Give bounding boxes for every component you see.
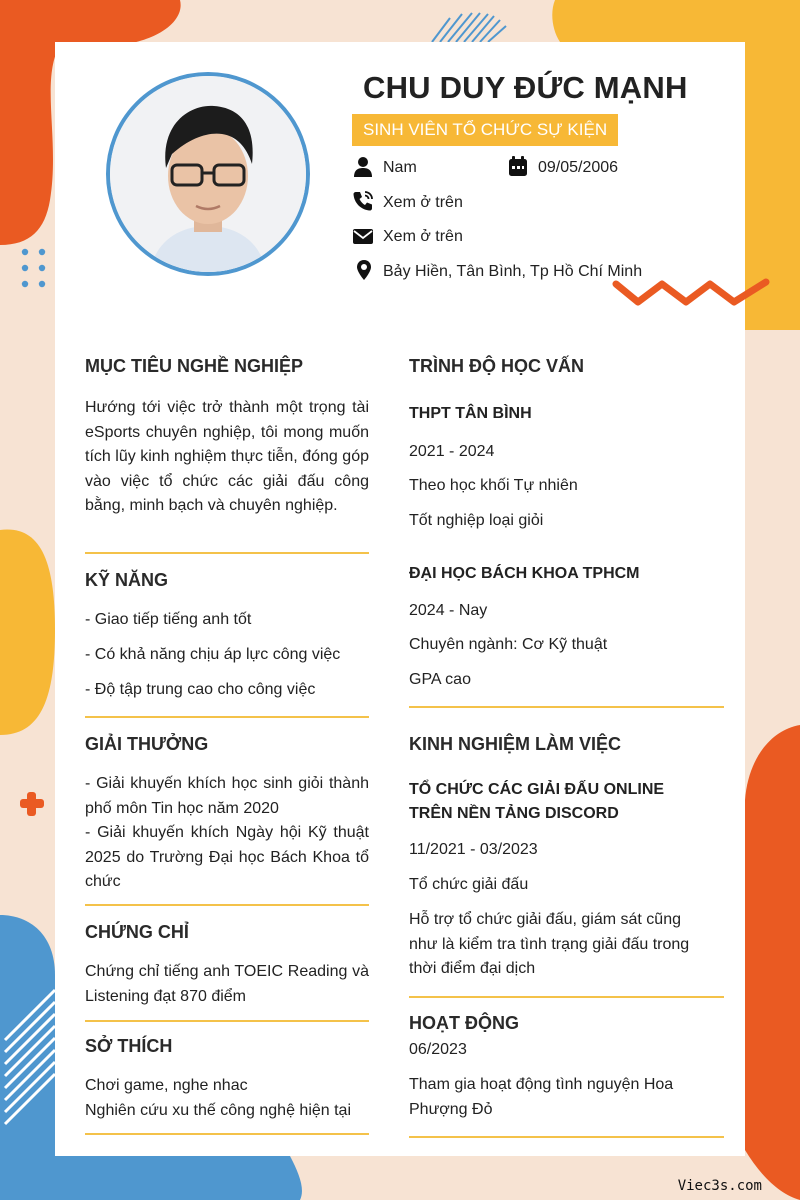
certificates-heading: CHỨNG CHỈ <box>85 922 189 942</box>
section-divider <box>85 716 369 718</box>
section-divider <box>85 552 369 554</box>
skill-item: - Độ tập trung cao cho công việc <box>85 681 316 698</box>
zigzag-decoration <box>612 276 772 310</box>
hobbies-heading: SỞ THÍCH <box>85 1036 173 1056</box>
award-item: - Giải khuyến khích Ngày hội Kỹ thuật 2025 do Trường Đại học Bách Khoa tổ chức <box>85 824 369 890</box>
certificate-text: Chứng chỉ tiếng anh TOEIC Reading và Listening đạt 870 điểm <box>85 963 369 1005</box>
education-heading: TRÌNH ĐỘ HỌC VẤN <box>409 356 584 376</box>
location-pin-icon <box>353 259 375 281</box>
gender-value: Nam <box>383 159 417 176</box>
experience-position: Tổ chức giải đấu <box>409 876 529 893</box>
calendar-icon <box>507 155 529 177</box>
person-icon <box>352 156 374 178</box>
full-name: CHU DUY ĐỨC MẠNH <box>363 70 688 105</box>
activity-period: 06/2023 <box>409 1041 467 1058</box>
education-period: 2021 - 2024 <box>409 443 495 460</box>
education-detail: Tốt nghiệp loại giỏi <box>409 512 544 529</box>
skill-item: - Có khả năng chịu áp lực công việc <box>85 646 341 663</box>
section-divider <box>85 1020 369 1022</box>
watermark-text: Viec3s.com <box>677 1178 762 1194</box>
skills-heading: KỸ NĂNG <box>85 570 169 590</box>
activities-heading: HOẠT ĐỘNG <box>409 1013 519 1033</box>
mail-icon <box>352 225 374 247</box>
experience-description: Hỗ trợ tổ chức giải đấu, giám sát cũng như là kiểm tra tình trạng giải đấu trong thời điểm đại dịch <box>409 911 690 977</box>
school-name: THPT TÂN BÌNH <box>409 405 532 422</box>
experience-job-title: TỔ CHỨC CÁC GIẢI ĐẤU ONLINE TRÊN NỀN TẢNG DISCORD <box>409 781 665 822</box>
phone-icon <box>352 190 374 212</box>
birthdate-value: 09/05/2006 <box>538 159 619 176</box>
address-value: Bảy Hiền, Tân Bình, Tp Hồ Chí Minh <box>383 263 643 280</box>
hobby-item: Chơi game, nghe nhac <box>85 1077 248 1094</box>
skill-item: - Giao tiếp tiếng anh tốt <box>85 611 252 628</box>
email-value: Xem ở trên <box>383 228 463 245</box>
activity-description: Tham gia hoạt động tình nguyện Hoa Phượng Đỏ <box>409 1076 674 1118</box>
avatar-icon <box>110 76 306 272</box>
section-divider <box>85 904 369 906</box>
job-title-badge: SINH VIÊN TỔ CHỨC SỰ KIỆN <box>352 114 618 146</box>
section-divider <box>409 706 724 708</box>
education-detail: Theo học khối Tự nhiên <box>409 477 578 494</box>
education-detail: GPA cao <box>409 671 471 688</box>
awards-heading: GIẢI THƯỞNG <box>85 734 209 754</box>
phone-value: Xem ở trên <box>383 194 463 211</box>
section-divider <box>85 1133 369 1135</box>
profile-photo <box>106 72 310 276</box>
education-detail: Chuyên ngành: Cơ Kỹ thuật <box>409 636 608 653</box>
section-divider <box>409 996 724 998</box>
experience-period: 11/2021 - 03/2023 <box>409 841 538 858</box>
objective-text: Hướng tới việc trở thành một trọng tài eSports chuyên nghiệp, tôi mong muốn tích lũy kinh nghiệm thực tiễn, đóng góp vào việc tổ chức các giải đấu công bằng, minh bạch và chuyên nghiệp. <box>85 399 369 514</box>
section-divider <box>409 1136 724 1138</box>
objective-heading: MỤC TIÊU NGHỀ NGHIỆP <box>85 356 304 376</box>
experience-heading: KINH NGHIỆM LÀM VIỆC <box>409 734 622 754</box>
award-item: - Giải khuyến khích học sinh giỏi thành phố môn Tin học năm 2020 <box>85 775 369 817</box>
education-period: 2024 - Nay <box>409 602 488 619</box>
hobby-item: Nghiên cứu xu thế công nghệ hiện tại <box>85 1102 352 1119</box>
school-name: ĐẠI HỌC BÁCH KHOA TPHCM <box>409 565 640 582</box>
